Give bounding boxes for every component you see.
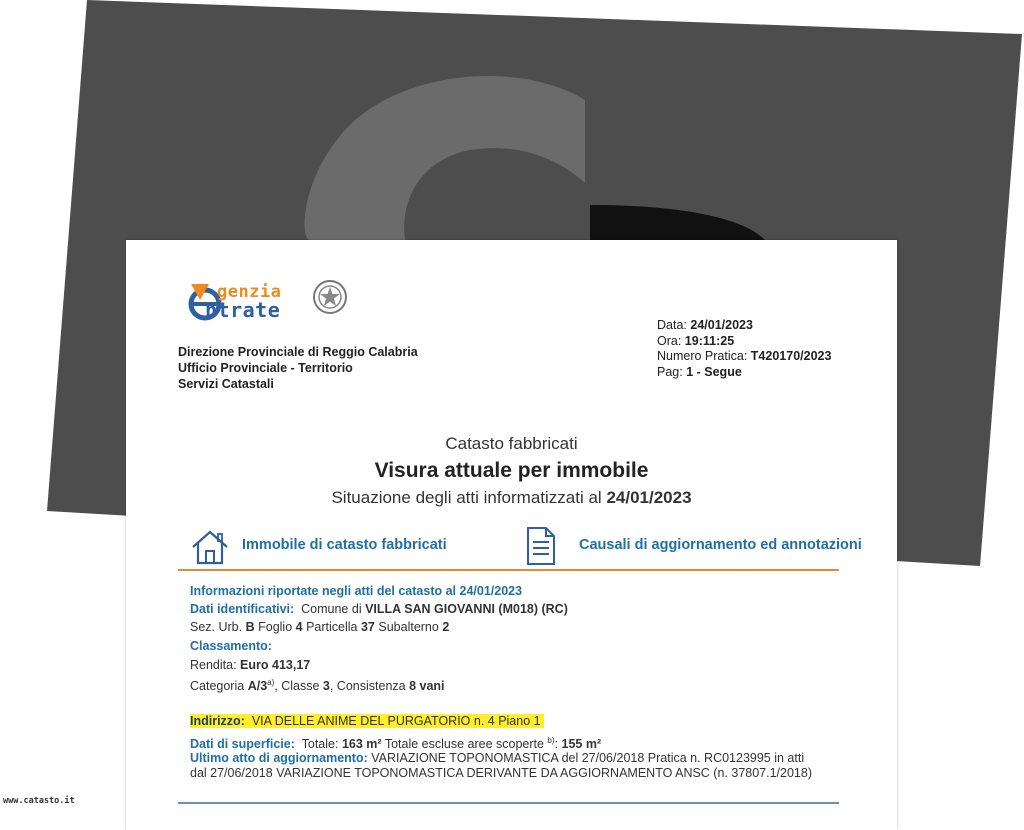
bottom-divider — [178, 802, 839, 804]
document-page — [126, 240, 897, 830]
document-icon — [526, 526, 556, 566]
section-causali: Causali di aggiornamento ed annotazioni — [579, 537, 862, 553]
section-divider — [178, 569, 839, 571]
dati-superficie: Dati di superficie: Totale: 163 m² Totale escluse aree scoperte $^{b)}$: 155 m² — [190, 736, 602, 752]
ultimo-atto: Ultimo atto di aggiornamento: VARIAZIONE TOPONOMASTICA del 27/06/2018 Pratica n. RC0123995 in atti dal 27/06/2018 VARIAZIONE TOPONOMASTICA DERIVANTE DA AGGIORNAMENTO ANSC (n. 37807.1/2018) — [190, 751, 812, 780]
meta-page: Pag: 1 - Segue — [657, 364, 742, 379]
indirizzo-highlight: Indirizzo: VIA DELLE ANIME DEL PURGATORIO n. 4 Piano 1 — [190, 714, 544, 728]
meta-time: Ora: 19:11:25 — [657, 333, 735, 348]
house-icon — [190, 528, 230, 566]
footer-url: www.catasto.it — [3, 796, 75, 806]
categoria: Categoria A/3$^{a)}$, Classe 3, Consistenza 8 vani — [190, 678, 445, 694]
title-visura: Visura attuale per immobile — [374, 459, 649, 482]
italian-republic-emblem-icon — [311, 278, 349, 316]
dati-identificativi: Dati identificativi: Comune di VILLA SAN GIOVANNI (M018) (RC) — [190, 602, 568, 616]
office-line-direzione: Direzione Provinciale di Reggio Calabria — [178, 345, 418, 359]
office-line-servizi: Servizi Catastali — [178, 377, 274, 391]
title-catasto: Catasto fabbricati — [445, 434, 578, 453]
logo-word-genzia: genzia — [217, 282, 282, 302]
title-situazione: Situazione degli atti informatizzati al 24/01/2023 — [331, 488, 692, 507]
info-header: Informazioni riportate negli atti del catasto al 24/01/2023 — [190, 584, 523, 598]
office-line-ufficio: Ufficio Provinciale - Territorio — [178, 361, 353, 375]
riferimenti-catastali: Sez. Urb. B Foglio 4 Particella 37 Subalterno 2 — [190, 620, 450, 634]
section-immobile: Immobile di catasto fabbricati — [242, 537, 447, 553]
document-meta — [657, 318, 831, 380]
rendita: Rendita: Euro 413,17 — [190, 658, 311, 672]
indirizzo — [190, 712, 544, 730]
agenzia-entrate-logo — [183, 276, 353, 326]
classamento-label: Classamento: — [190, 639, 272, 653]
meta-pratica: Numero Pratica: T420170/2023 — [657, 349, 832, 363]
logo-word-ntrate: ntrate — [205, 298, 281, 322]
meta-date: Data: 24/01/2023 — [657, 318, 753, 332]
office-block — [178, 344, 418, 392]
